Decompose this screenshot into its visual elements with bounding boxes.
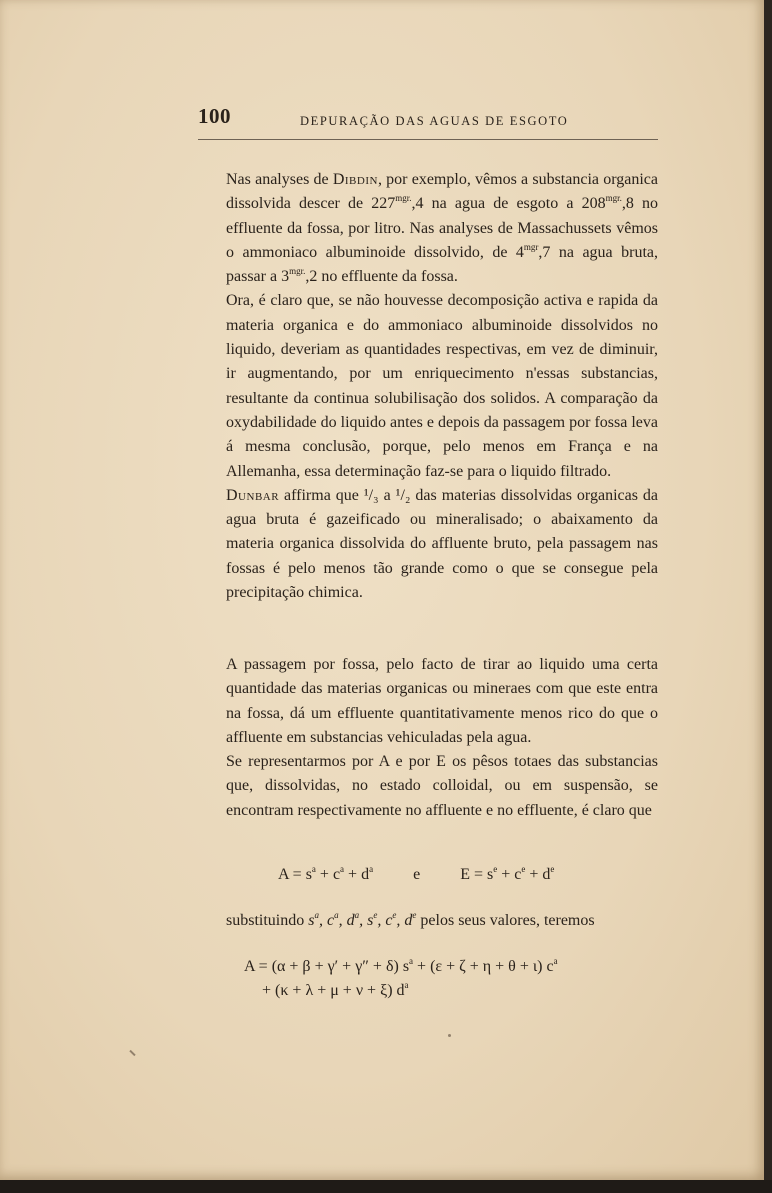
paragraph-representarmos: Se representarmos por A e por E os pêsos totaes das substancias que, dissolvidas, no estado colloidal, ou em suspensão, se encontram respectivamente no affluente e no effluente, é claro que: [226, 753, 658, 819]
equation-totals: [278, 863, 555, 884]
equation-expansion-line1: [244, 955, 558, 976]
eq-sup: e: [550, 863, 555, 874]
page-edge-right: [764, 0, 772, 1193]
eq-sup: a: [404, 979, 409, 990]
eq-term: + (ε + ζ + η + θ + ι) c: [413, 958, 554, 975]
text-run: , por exemplo, vêmos a substancia organica dissolvida descer de 227: [226, 171, 658, 213]
unit-superscript: mgr.: [289, 265, 306, 276]
eq-sup: e: [521, 863, 526, 874]
text-run: pelos seus valores, teremos: [416, 912, 595, 929]
header-rule: [198, 139, 658, 140]
eq-term: + c: [315, 866, 341, 883]
text-block-top: [226, 168, 658, 605]
unit-superscript: mgr.: [605, 192, 622, 203]
paragraph-ora: Ora, é claro que, se não houvesse decomposição activa e rapida da materia organica e do ammoniaco albuminoide dissolvidos no liquido, deveriam as quantidades respectivas, em vez de diminuir, ir augmentando, por um enriquecimento n'essas substancias, resultante da continua solubilisação dos solidos. A comparação da oxydabilidade do liquido antes e depois da passagem por fossa leva á mesma conclusão, porque, pelo menos em França e na Allemanha, essa determinação faz-se para o liquido filtrado.: [226, 292, 658, 480]
paper-blemish: [129, 1050, 135, 1056]
author-dunbar: Dunbar: [226, 486, 280, 504]
text-run: affirma que ¹/₃ a ¹/₂ das materias dissolvidas organicas da agua bruta é gazeificado ou mineralisado; o abaixamento da materia organica dissolvida do affluente bruto, pela passagem nas fossas é pelo menos tão grande como o que se consegue pela precipitação chimica.: [226, 486, 658, 602]
text-run: ,4 na agua de esgoto a 208: [411, 195, 606, 213]
paper-blemish: [448, 1034, 451, 1037]
equation-expansion-line2: [262, 979, 409, 1000]
eq-term: A = s: [278, 866, 312, 883]
unit-superscript: mgr: [523, 241, 539, 252]
text-run: substituindo: [226, 912, 309, 929]
eq-term: E = s: [460, 866, 494, 883]
page-number: 100: [198, 104, 231, 128]
paragraph-dunbar: [226, 484, 658, 605]
unit-superscript: mgr.: [395, 192, 412, 203]
text-block-bottom: [226, 653, 658, 823]
text-run: ,8 no effluente da fossa, por litro. Nas analyses de Massachussets vêmos o ammoniaco albuminoide dissolvido, de 4: [226, 195, 658, 261]
eq-sup: a: [409, 955, 414, 966]
running-title: DEPURAÇÃO DAS AGUAS DE ESGOTO: [300, 114, 569, 128]
eq-sup: e: [493, 863, 498, 874]
text-run: Nas analyses de: [226, 171, 333, 188]
text-run: ,2 no effluente da fossa.: [305, 268, 458, 286]
paragraph-passagem: A passagem por fossa, pelo facto de tirar ao liquido uma certa quantidade das materias organicas ou mineraes com que este entra na fossa, dá um effluente quantitativamente menos rico do que o affluente em substancias vehiculadas pela agua.: [226, 656, 658, 746]
eq-term: + d: [525, 866, 551, 883]
eq-term: + (κ + λ + μ + ν + ξ) d: [262, 982, 405, 999]
paragraph-dibdin: [226, 168, 658, 289]
eq-term: + d: [344, 866, 370, 883]
text-run: ,7 na agua bruta, passar a 3: [226, 243, 658, 286]
eq-term: + c: [497, 866, 522, 883]
substitution-line: substituindo $s^a$, $c^a$, $d^a$, $s^e$, $c^e$, $d^e$ pelos seus valores, teremos: [226, 909, 595, 929]
page-header: [198, 102, 658, 142]
page-edge-bottom: [0, 1180, 772, 1193]
eq-conjunction: e: [413, 866, 421, 883]
eq-sup: a: [553, 955, 558, 966]
eq-sup: a: [311, 863, 316, 874]
eq-sup: a: [369, 863, 374, 874]
author-dibdin: Dibdin: [332, 171, 378, 188]
eq-sup: a: [340, 863, 345, 874]
eq-term: A = (α + β + γ′ + γ″ + δ) s: [244, 958, 410, 975]
